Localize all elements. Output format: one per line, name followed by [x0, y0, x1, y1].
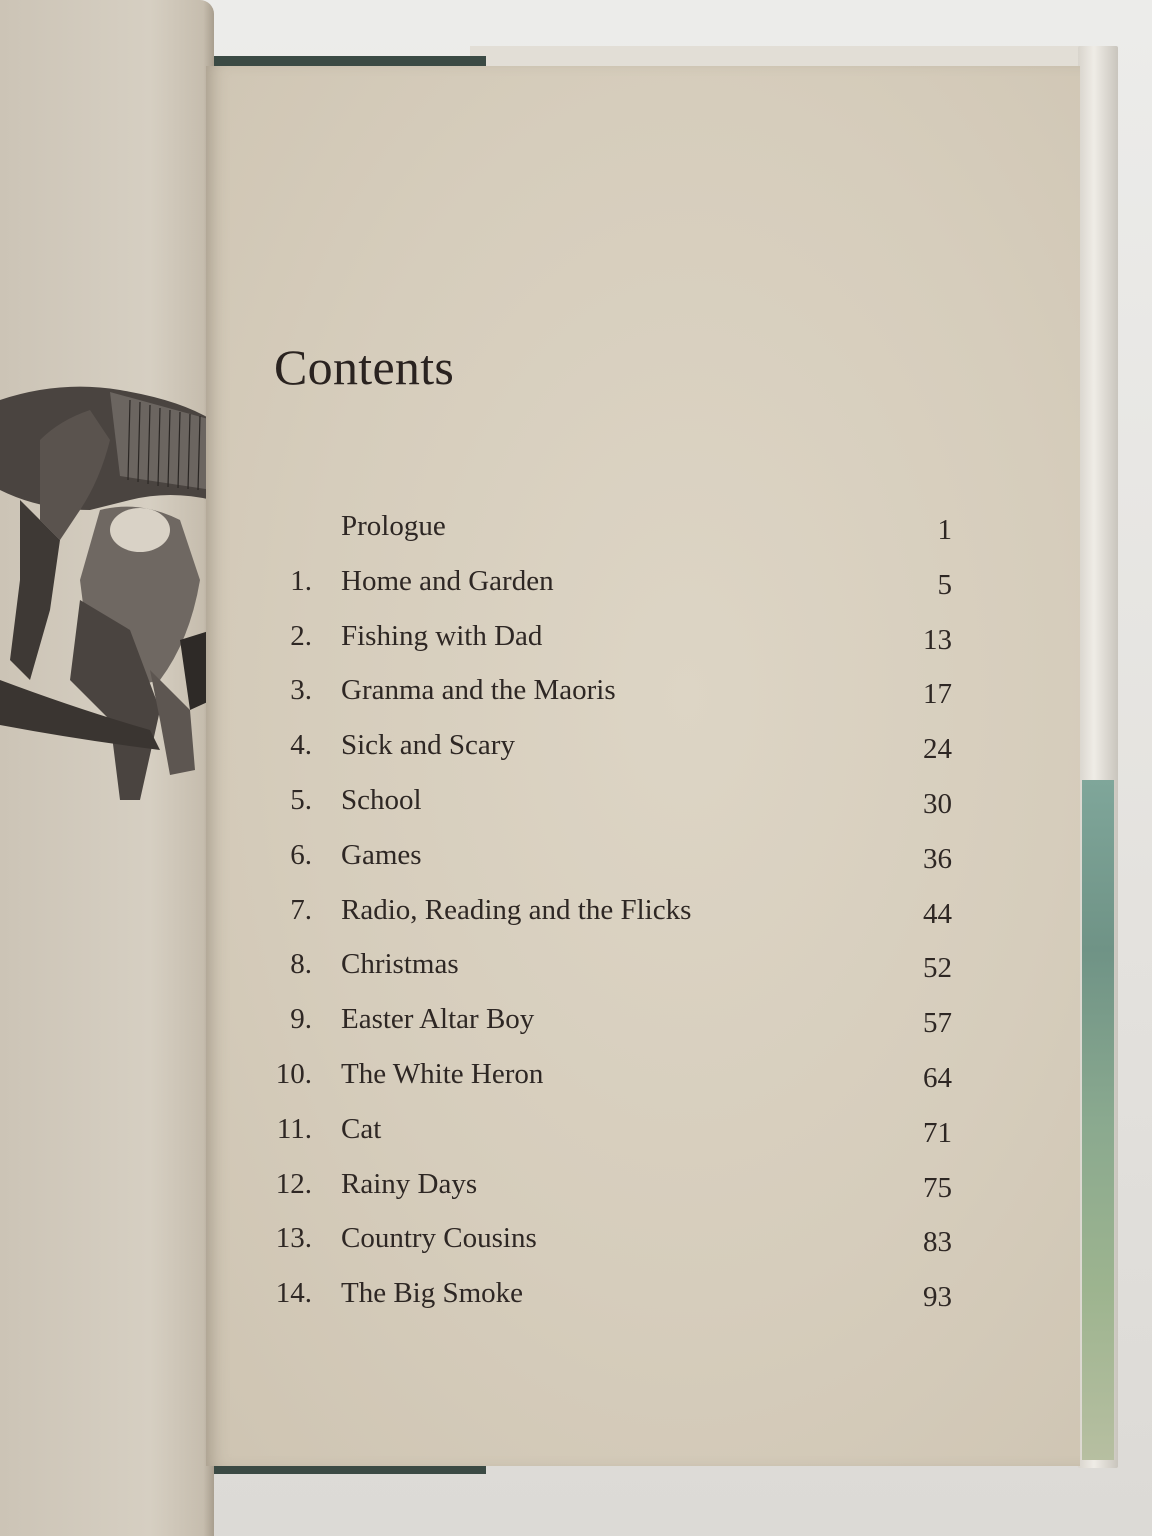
chapter-number: 11.: [276, 1112, 312, 1145]
toc-entry: [262, 1160, 962, 1215]
chapter-number: 10.: [275, 1057, 312, 1090]
chapter-number: 7.: [290, 893, 312, 926]
chapter-number: 8.: [290, 948, 312, 981]
toc-entry: [262, 1269, 962, 1324]
page-number: 57: [923, 1007, 952, 1040]
page-title: Contents: [274, 339, 455, 395]
page-number: 71: [923, 1116, 952, 1149]
toc-entry: [262, 1105, 962, 1160]
chapter-number: 9.: [290, 1003, 312, 1036]
page-number: 1: [937, 514, 952, 546]
chapter-title: Home and Garden: [341, 564, 554, 597]
toc-entry: [262, 557, 962, 612]
chapter-title: Granma and the Maoris: [341, 674, 616, 707]
page-number: 44: [923, 897, 952, 930]
chapter-number: 5.: [290, 783, 312, 816]
chapter-title: The Big Smoke: [341, 1277, 524, 1310]
left-page: [0, 0, 214, 1536]
toc-entry: [262, 831, 962, 886]
chapter-title: School: [341, 783, 422, 816]
chapter-number: 4.: [290, 729, 312, 762]
page-number: 75: [923, 1171, 952, 1204]
toc-entry: [262, 666, 962, 721]
chapter-title: Cat: [341, 1112, 382, 1145]
dust-jacket-artwork: [1082, 780, 1114, 1460]
page-number: 30: [923, 787, 952, 820]
page-number: 83: [923, 1226, 952, 1259]
chapter-title: Sick and Scary: [341, 729, 515, 762]
page-number: 64: [923, 1061, 952, 1094]
table-of-contents: [262, 502, 962, 1324]
page-number: 5: [937, 568, 952, 601]
page-number: 13: [923, 623, 952, 656]
chapter-title: Games: [341, 838, 422, 871]
toc-entry: [262, 1050, 962, 1105]
toc-entry: [262, 1214, 962, 1269]
chapter-title: Rainy Days: [341, 1167, 478, 1200]
page-number: 17: [923, 678, 952, 711]
page-number: 36: [923, 842, 952, 875]
chapter-number: 3.: [290, 674, 312, 707]
chapter-title: Fishing with Dad: [341, 619, 543, 652]
toc-entry: [262, 776, 962, 831]
page-number: 24: [923, 733, 952, 766]
chapter-number: 13.: [275, 1222, 312, 1255]
chapter-number: 6.: [290, 838, 312, 871]
toc-entry: [262, 721, 962, 776]
page-number: 93: [923, 1281, 952, 1314]
toc-entry: [262, 940, 962, 995]
etching-illustration: [0, 380, 212, 820]
chapter-title: Country Cousins: [341, 1222, 537, 1255]
chapter-number: 2.: [290, 619, 312, 652]
toc-entry: [262, 886, 962, 941]
chapter-number: 1.: [290, 564, 312, 597]
page-number: 52: [923, 952, 952, 985]
chapter-title: Christmas: [341, 948, 459, 981]
toc-entry: [262, 502, 962, 557]
chapter-title: Radio, Reading and the Flicks: [341, 893, 692, 926]
chapter-number: 14.: [275, 1277, 312, 1310]
chapter-title: The White Heron: [341, 1057, 544, 1090]
chapter-title: Easter Altar Boy: [341, 1003, 535, 1036]
toc-entry: [262, 612, 962, 667]
chapter-number: 12.: [275, 1167, 312, 1200]
toc-entry: [262, 995, 962, 1050]
chapter-title: Prologue: [341, 510, 446, 542]
